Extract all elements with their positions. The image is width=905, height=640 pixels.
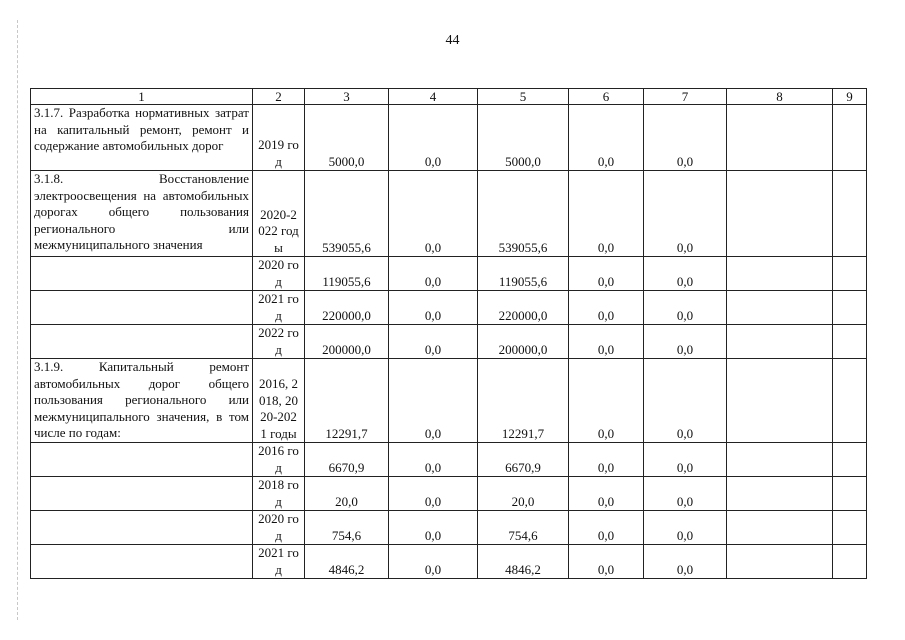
- value-cell-col7: 0,0: [644, 291, 727, 325]
- value-cell-col8: [727, 359, 833, 443]
- value-cell-col7: 0,0: [644, 325, 727, 359]
- table-row: [31, 325, 867, 359]
- value-cell-col4: 0,0: [389, 545, 478, 579]
- total-cell: 539055,6: [305, 171, 389, 257]
- value-cell-col7: 0,0: [644, 443, 727, 477]
- table-row: [31, 359, 867, 443]
- column-number: 8: [727, 89, 833, 105]
- value-cell-col5: 4846,2: [478, 545, 569, 579]
- value-cell-col8: [727, 477, 833, 511]
- value-cell-col4: 0,0: [389, 171, 478, 257]
- value-cell-col6: 0,0: [569, 325, 644, 359]
- total-cell: 6670,9: [305, 443, 389, 477]
- value-cell-col5: 200000,0: [478, 325, 569, 359]
- value-cell-col8: [727, 545, 833, 579]
- value-cell-col9: [833, 105, 867, 171]
- value-cell-col8: [727, 325, 833, 359]
- column-number: 5: [478, 89, 569, 105]
- value-cell-col9: [833, 545, 867, 579]
- total-cell: 4846,2: [305, 545, 389, 579]
- year-cell: 2022 год: [253, 325, 305, 359]
- value-cell-col5: 754,6: [478, 511, 569, 545]
- value-cell-col6: 0,0: [569, 511, 644, 545]
- year-cell: 2016 год: [253, 443, 305, 477]
- column-number: 2: [253, 89, 305, 105]
- column-number: 6: [569, 89, 644, 105]
- value-cell-col8: [727, 257, 833, 291]
- value-cell-col8: [727, 105, 833, 171]
- table-row: [31, 105, 867, 171]
- margin-rule: [17, 20, 18, 620]
- value-cell-col4: 0,0: [389, 511, 478, 545]
- value-cell-col5: 539055,6: [478, 171, 569, 257]
- value-cell-col7: 0,0: [644, 359, 727, 443]
- value-cell-col4: 0,0: [389, 443, 478, 477]
- year-cell: 2019 год: [253, 105, 305, 171]
- value-cell-col6: 0,0: [569, 171, 644, 257]
- value-cell-col6: 0,0: [569, 359, 644, 443]
- description-cell: 3.1.7. Разработка нормативных затрат на капитальный ремонт, ремонт и содержание автомобильных дорог: [31, 105, 253, 171]
- value-cell-col5: 119055,6: [478, 257, 569, 291]
- description-cell: [31, 545, 253, 579]
- value-cell-col6: 0,0: [569, 291, 644, 325]
- column-number: 1: [31, 89, 253, 105]
- total-cell: 5000,0: [305, 105, 389, 171]
- year-cell: 2018 год: [253, 477, 305, 511]
- description-cell: [31, 477, 253, 511]
- value-cell-col7: 0,0: [644, 257, 727, 291]
- value-cell-col4: 0,0: [389, 291, 478, 325]
- value-cell-col9: [833, 511, 867, 545]
- value-cell-col9: [833, 359, 867, 443]
- value-cell-col8: [727, 171, 833, 257]
- description-cell: [31, 257, 253, 291]
- value-cell-col9: [833, 257, 867, 291]
- value-cell-col9: [833, 477, 867, 511]
- total-cell: 20,0: [305, 477, 389, 511]
- value-cell-col9: [833, 325, 867, 359]
- value-cell-col7: 0,0: [644, 511, 727, 545]
- value-cell-col6: 0,0: [569, 105, 644, 171]
- value-cell-col6: 0,0: [569, 443, 644, 477]
- value-cell-col6: 0,0: [569, 257, 644, 291]
- value-cell-col4: 0,0: [389, 359, 478, 443]
- value-cell-col6: 0,0: [569, 477, 644, 511]
- value-cell-col5: 5000,0: [478, 105, 569, 171]
- total-cell: 119055,6: [305, 257, 389, 291]
- table-row: [31, 171, 867, 257]
- value-cell-col9: [833, 171, 867, 257]
- table-row: [31, 477, 867, 511]
- year-cell: 2021 год: [253, 291, 305, 325]
- value-cell-col7: 0,0: [644, 171, 727, 257]
- year-cell: 2020-2022 годы: [253, 171, 305, 257]
- description-cell: [31, 511, 253, 545]
- value-cell-col4: 0,0: [389, 257, 478, 291]
- value-cell-col4: 0,0: [389, 325, 478, 359]
- total-cell: 754,6: [305, 511, 389, 545]
- value-cell-col5: 12291,7: [478, 359, 569, 443]
- value-cell-col4: 0,0: [389, 477, 478, 511]
- column-number: 3: [305, 89, 389, 105]
- year-cell: 2020 год: [253, 257, 305, 291]
- description-cell: [31, 325, 253, 359]
- value-cell-col7: 0,0: [644, 545, 727, 579]
- table-row: [31, 511, 867, 545]
- value-cell-col5: 6670,9: [478, 443, 569, 477]
- total-cell: 12291,7: [305, 359, 389, 443]
- description-cell: 3.1.9. Капитальный ремонт автомобильных дорог общего пользования регионального или межмуниципального значения, в том числе по годам:: [31, 359, 253, 443]
- table-row: [31, 257, 867, 291]
- value-cell-col4: 0,0: [389, 105, 478, 171]
- page-number: 44: [445, 33, 460, 48]
- value-cell-col9: [833, 291, 867, 325]
- value-cell-col7: 0,0: [644, 477, 727, 511]
- year-cell: 2021 год: [253, 545, 305, 579]
- column-number: 4: [389, 89, 478, 105]
- value-cell-col7: 0,0: [644, 105, 727, 171]
- value-cell-col8: [727, 443, 833, 477]
- table-row: [31, 291, 867, 325]
- description-cell: 3.1.8. Восстановление электроосвещения на автомобильных дорогах общего пользования регионального или межмуниципального значения: [31, 171, 253, 257]
- year-cell: 2016, 2018, 2020-2021 годы: [253, 359, 305, 443]
- column-number: 9: [833, 89, 867, 105]
- value-cell-col9: [833, 443, 867, 477]
- description-cell: [31, 443, 253, 477]
- column-number-row: [31, 89, 867, 105]
- value-cell-col8: [727, 291, 833, 325]
- value-cell-col8: [727, 511, 833, 545]
- table-row: [31, 443, 867, 477]
- year-cell: 2020 год: [253, 511, 305, 545]
- column-number: 7: [644, 89, 727, 105]
- value-cell-col6: 0,0: [569, 545, 644, 579]
- value-cell-col5: 20,0: [478, 477, 569, 511]
- value-cell-col5: 220000,0: [478, 291, 569, 325]
- description-cell: [31, 291, 253, 325]
- budget-table: [30, 88, 867, 579]
- table-row: [31, 545, 867, 579]
- total-cell: 220000,0: [305, 291, 389, 325]
- total-cell: 200000,0: [305, 325, 389, 359]
